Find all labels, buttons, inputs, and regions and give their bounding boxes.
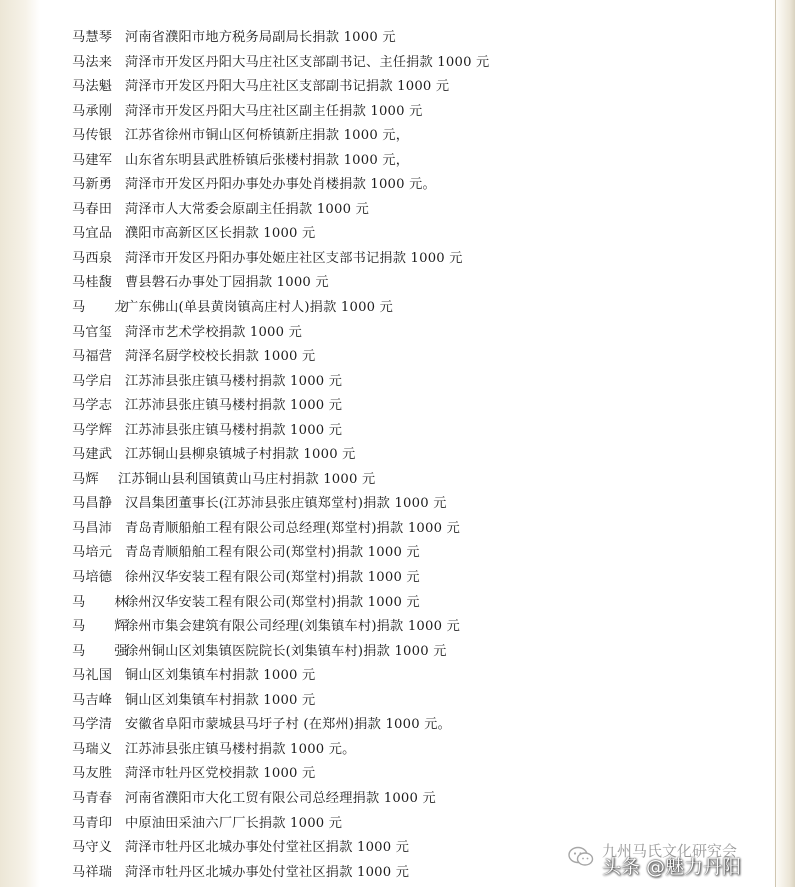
donor-entry bbox=[72, 370, 762, 395]
donation-detail: 江苏铜山县利国镇黄山马庄村捐款 1000 元 bbox=[118, 471, 376, 487]
donation-detail: 菏泽市人大常委会原副主任捐款 1000 元 bbox=[125, 201, 369, 217]
donor-name: 马 龙 bbox=[72, 300, 136, 316]
donor-name: 马传银 bbox=[72, 128, 113, 144]
donor-entry bbox=[72, 345, 762, 370]
donor-entry bbox=[72, 419, 762, 444]
donor-name: 马辉 bbox=[72, 471, 99, 487]
donor-entry bbox=[72, 173, 762, 198]
donor-name: 马官玺 bbox=[72, 324, 113, 340]
donor-entry bbox=[72, 517, 762, 542]
donation-detail: 菏泽市牡丹区党校捐款 1000 元 bbox=[125, 766, 316, 782]
donor-entry bbox=[72, 394, 762, 419]
donor-entry bbox=[72, 468, 762, 493]
donor-name: 马青印 bbox=[72, 815, 113, 831]
donor-name: 马桂馥 bbox=[72, 275, 113, 291]
donation-detail: 菏泽市开发区丹阳大马庄社区支部副书记捐款 1000 元 bbox=[125, 79, 450, 95]
donor-name: 马建军 bbox=[72, 152, 113, 168]
donor-name: 马 辉 bbox=[72, 619, 136, 635]
donor-entry bbox=[72, 26, 762, 51]
donation-detail: 菏泽市牡丹区北城办事处付堂社区捐款 1000 元 bbox=[125, 840, 410, 856]
donation-detail: 汉昌集团董事长(江苏沛县张庄镇郑堂村)捐款 1000 元 bbox=[125, 496, 447, 512]
donor-entry bbox=[72, 640, 762, 665]
donor-name: 马礼国 bbox=[72, 668, 113, 684]
donation-detail: 菏泽市牡丹区北城办事处付堂社区捐款 1000 元 bbox=[125, 864, 410, 880]
donor-name: 马宜品 bbox=[72, 226, 113, 242]
donation-detail: 曹县磐石办事处丁园捐款 1000 元 bbox=[125, 275, 329, 291]
donation-detail: 铜山区刘集镇车村捐款 1000 元 bbox=[125, 692, 316, 708]
donor-name: 马祥瑞 bbox=[72, 864, 113, 880]
donor-name: 马春田 bbox=[72, 201, 113, 217]
donation-detail: 山东省东明县武胜桥镇后张楼村捐款 1000 元， bbox=[125, 152, 410, 168]
donor-entry bbox=[72, 51, 762, 76]
donor-entry bbox=[72, 713, 762, 738]
watermark bbox=[568, 838, 742, 878]
donation-detail: 青岛青顺船舶工程有限公司总经理(郑堂村)捐款 1000 元 bbox=[125, 520, 460, 536]
donor-entry bbox=[72, 75, 762, 100]
donor-name: 马 林 bbox=[72, 594, 136, 610]
donor-entry bbox=[72, 296, 762, 321]
donation-detail: 菏泽名厨学校校长捐款 1000 元 bbox=[125, 349, 316, 365]
donor-entry bbox=[72, 812, 762, 837]
donor-entry bbox=[72, 615, 762, 640]
donation-detail: 菏泽市开发区丹阳大马庄社区支部副书记、主任捐款 1000 元 bbox=[125, 54, 490, 70]
donation-detail: 菏泽市开发区丹阳办事处姬庄社区支部书记捐款 1000 元 bbox=[125, 250, 463, 266]
donation-detail: 菏泽市开发区丹阳大马庄社区副主任捐款 1000 元 bbox=[125, 103, 423, 119]
donor-name: 马 强 bbox=[72, 643, 136, 659]
donation-detail: 青岛青顺船舶工程有限公司(郑堂村)捐款 1000 元 bbox=[125, 545, 420, 561]
donor-entry bbox=[72, 443, 762, 468]
donor-list bbox=[72, 26, 762, 885]
donor-name: 马福营 bbox=[72, 349, 113, 365]
donor-entry bbox=[72, 762, 762, 787]
donor-name: 马承刚 bbox=[72, 103, 113, 119]
watermark-source-tag: 头条 @魅力丹阳 bbox=[602, 856, 742, 878]
donor-entry bbox=[72, 271, 762, 296]
donation-detail: 濮阳市高新区区长捐款 1000 元 bbox=[125, 226, 316, 242]
wechat-icon bbox=[568, 846, 594, 868]
donor-entry bbox=[72, 566, 762, 591]
donation-detail: 安徽省阜阳市蒙城县马圩子村 (在郑州)捐款 1000 元。 bbox=[125, 717, 451, 733]
page-right-edge bbox=[773, 0, 795, 887]
donor-entry bbox=[72, 664, 762, 689]
donor-name: 马学辉 bbox=[72, 422, 113, 438]
donation-detail: 河南省濮阳市大化工贸有限公司总经理捐款 1000 元 bbox=[125, 790, 436, 806]
donor-entry bbox=[72, 689, 762, 714]
donor-name: 马慧琴 bbox=[72, 30, 113, 45]
donation-detail: 中原油田采油六厂厂长捐款 1000 元 bbox=[125, 815, 343, 831]
donor-name: 马西泉 bbox=[72, 250, 113, 266]
donor-name: 马培德 bbox=[72, 570, 113, 586]
donation-detail: 河南省濮阳市地方税务局副局长捐款 1000 元 bbox=[125, 30, 396, 45]
donation-detail: 徐州铜山区刘集镇医院院长(刘集镇车村)捐款 1000 元 bbox=[125, 643, 447, 659]
donation-detail: 江苏沛县张庄镇马楼村捐款 1000 元。 bbox=[125, 741, 356, 757]
donor-name: 马学清 bbox=[72, 717, 113, 733]
donation-detail: 江苏沛县张庄镇马楼村捐款 1000 元 bbox=[125, 398, 343, 414]
donor-name: 马守义 bbox=[72, 840, 113, 856]
donor-entry bbox=[72, 222, 762, 247]
donation-detail: 广东佛山(单县黄岗镇高庄村人)捐款 1000 元 bbox=[125, 300, 394, 316]
donation-detail: 菏泽市艺术学校捐款 1000 元 bbox=[125, 324, 303, 340]
donation-detail: 江苏铜山县柳泉镇城子村捐款 1000 元 bbox=[125, 447, 356, 463]
donor-entry bbox=[72, 124, 762, 149]
donor-entry bbox=[72, 787, 762, 812]
donor-entry bbox=[72, 492, 762, 517]
donation-detail: 江苏沛县张庄镇马楼村捐款 1000 元 bbox=[125, 422, 343, 438]
donor-name: 马青春 bbox=[72, 790, 113, 806]
donation-detail: 徐州汉华安装工程有限公司(郑堂村)捐款 1000 元 bbox=[125, 594, 420, 610]
donation-detail: 江苏沛县张庄镇马楼村捐款 1000 元 bbox=[125, 373, 343, 389]
donor-entry bbox=[72, 247, 762, 272]
donor-entry bbox=[72, 100, 762, 125]
donor-entry bbox=[72, 738, 762, 763]
page-left-shade bbox=[0, 0, 40, 887]
donor-name: 马昌静 bbox=[72, 496, 113, 512]
donor-entry bbox=[72, 198, 762, 223]
donor-name: 马吉峰 bbox=[72, 692, 113, 708]
donor-entry bbox=[72, 149, 762, 174]
donation-detail: 江苏省徐州市铜山区何桥镇新庄捐款 1000 元， bbox=[125, 128, 410, 144]
donor-name: 马培元 bbox=[72, 545, 113, 561]
donation-detail: 铜山区刘集镇车村捐款 1000 元 bbox=[125, 668, 316, 684]
donor-name: 马昌沛 bbox=[72, 520, 113, 536]
donation-detail: 菏泽市开发区丹阳办事处办事处肖楼捐款 1000 元。 bbox=[125, 177, 436, 193]
donor-name: 马瑞义 bbox=[72, 741, 113, 757]
donor-entry bbox=[72, 321, 762, 346]
donor-name: 马法来 bbox=[72, 54, 113, 70]
donor-name: 马建武 bbox=[72, 447, 113, 463]
watermark-account-name: 九州马氏文化研究会 bbox=[602, 842, 738, 860]
donation-detail: 徐州汉华安装工程有限公司(郑堂村)捐款 1000 元 bbox=[125, 570, 420, 586]
donor-name: 马法魁 bbox=[72, 79, 113, 95]
donor-entry bbox=[72, 591, 762, 616]
donor-name: 马学志 bbox=[72, 398, 113, 414]
donation-detail: 徐州市集会建筑有限公司经理(刘集镇车村)捐款 1000 元 bbox=[125, 619, 460, 635]
donor-name: 马新勇 bbox=[72, 177, 113, 193]
donor-entry bbox=[72, 541, 762, 566]
donor-name: 马学启 bbox=[72, 373, 113, 389]
donor-name: 马友胜 bbox=[72, 766, 113, 782]
